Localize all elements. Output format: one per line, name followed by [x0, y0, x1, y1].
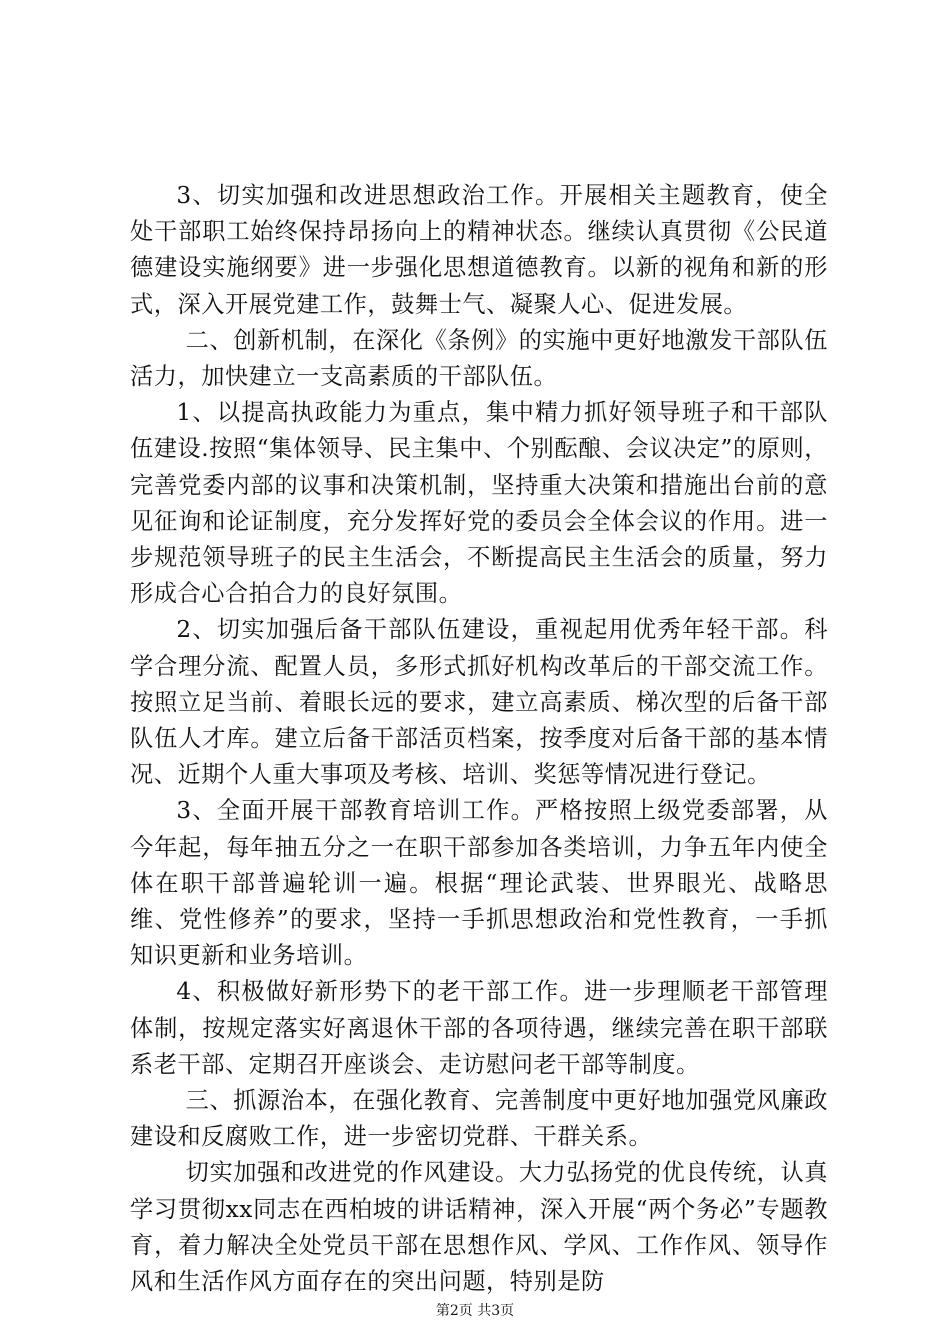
section-heading-anticorruption: 三、抓源治本，在强化教育、完善制度中更好地加强党风廉政建设和反腐败工作，进一步密切党群、干群关系。 — [130, 1087, 828, 1151]
section-heading-innovation: 二、创新机制，在深化《条例》的实施中更好地激发干部队伍活力，加快建立一支高素质的干部队伍。 — [130, 326, 828, 391]
paragraph-training: 3、全面开展干部教育培训工作。严格按照上级党委部署，从今年起，每年抽五分之一在职干部参加各类培训，力争五年内使全体在职干部普遍轮训一遍。根据“理论武装、世界眼光、战略思维、党性修养”的要求，坚持一手抓思想政治和党性教育，一手抓知识更新和业务培训。 — [130, 797, 828, 970]
paragraph-work-style: 切实加强和改进党的作风建设。大力弘扬党的优良传统，认真学习贯彻xx同志在西柏坡的讲话精神，深入开展“两个务必”专题教育，着力解决全处党员干部在思想作风、学风、工作作风、领导作风和生活作风方面存在的突出问题，特别是防 — [130, 1159, 828, 1296]
paragraph-leadership-building: 1、以提高执政能力为重点，集中精力抓好领导班子和干部队伍建设.按照“集体领导、民主集中、个别酝酿、会议决定”的原则，完善党委内部的议事和决策机制，坚持重大决策和措施出台前的意见征询和论证制度，充分发挥好党的委员会全体会议的作用。进一步规范领导班子的民主生活会，不断提高民主生活会的质量，努力形成合心合拍合力的良好氛围。 — [130, 399, 828, 608]
paragraph-reserve-cadres: 2、切实加强后备干部队伍建设，重视起用优秀年轻干部。科学合理分流、配置人员，多形式抓好机构改革后的干部交流工作。按照立足当前、着眼长远的要求，建立高素质、梯次型的后备干部队伍人才库。建立后备干部活页档案，按季度对后备干部的基本情况、近期个人重大事项及考核、培训、奖惩等情况进行登记。 — [130, 616, 828, 789]
paragraph-veteran-cadres: 4、积极做好新形势下的老干部工作。进一步理顺老干部管理体制，按规定落实好离退休干部的各项待遇，继续完善在职干部联系老干部、定期召开座谈会、走访慰问老干部等制度。 — [130, 978, 828, 1078]
paragraph-political-work: 3、切实加强和改进思想政治工作。开展相关主题教育，使全处干部职工始终保持昂扬向上的精神状态。继续认真贯彻《公民道德建设实施纲要》进一步强化思想道德教育。以新的视角和新的形式，深入开展党建工作，鼓舞士气、凝聚人心、促进发展。 — [130, 182, 828, 318]
page-number-footer: 第2页 共3页 — [435, 1303, 515, 1319]
document-body — [130, 178, 828, 1300]
